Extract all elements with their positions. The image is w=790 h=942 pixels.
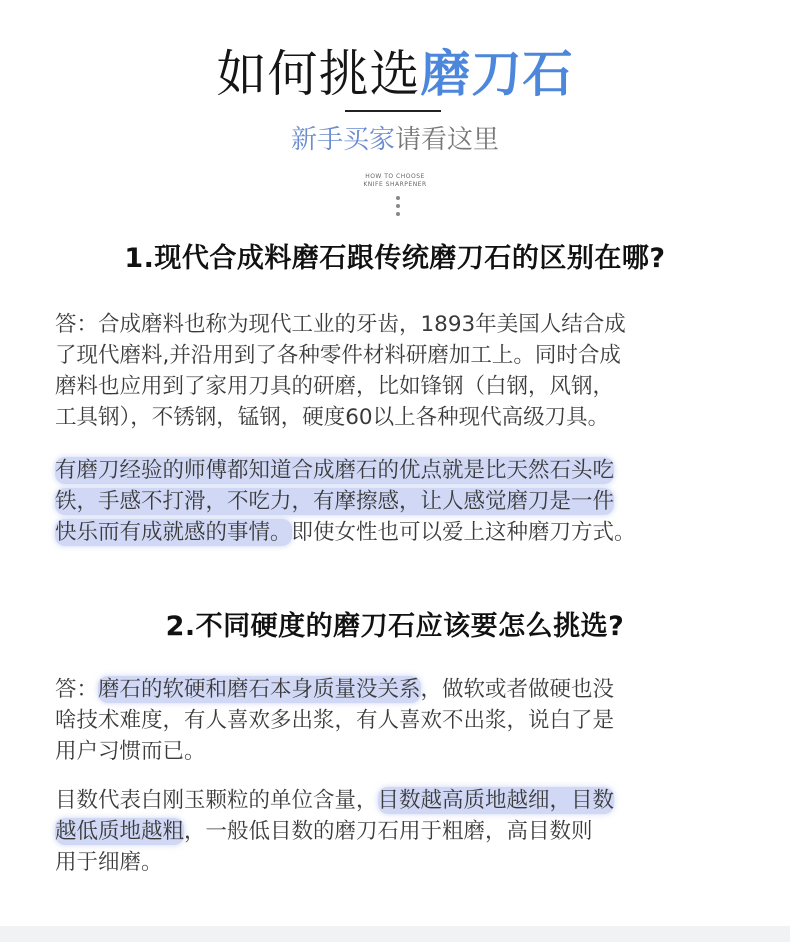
section2-grit-explanation bbox=[55, 785, 745, 878]
section1-answer bbox=[55, 309, 745, 433]
decorative-dot bbox=[396, 212, 400, 216]
page-title bbox=[0, 44, 790, 104]
highlighted-text: 磨石的软硬和磨石本身质量没关系 bbox=[98, 677, 421, 702]
footer-band bbox=[0, 926, 790, 942]
subtitle-gray-part: 请看这里 bbox=[395, 125, 500, 155]
text-line: 啥技术难度，有人喜欢多出浆，有人喜欢不出浆，说白了是 bbox=[55, 708, 615, 733]
decorative-dot bbox=[396, 204, 400, 208]
english-caption-line2: KNIFE SHARPENER bbox=[363, 181, 427, 188]
highlighted-text: 有磨刀经验的师傅都知道合成磨石的优点就是比天然石头吃 bbox=[55, 458, 615, 483]
title-blue-part: 磨刀石 bbox=[420, 45, 574, 103]
title-dark-part: 如何挑选 bbox=[216, 45, 421, 103]
highlighted-text: 铁，手感不打滑，不吃力，有摩擦感，让人感觉磨刀是一件 bbox=[55, 489, 615, 514]
highlighted-text: 快乐而有成就感的事情。 bbox=[55, 520, 292, 545]
text-line: 答：合成磨料也称为现代工业的牙齿，1893年美国人结合成 bbox=[55, 312, 626, 337]
subtitle-blue-part: 新手买家 bbox=[290, 125, 395, 155]
text-line: 目数代表白刚玉颗粒的单位含量， bbox=[55, 788, 378, 813]
text-line: 工具钢），不锈钢，锰钢，硬度60以上各种现代高级刀具。 bbox=[55, 405, 610, 430]
text-line: 了现代磨料,并沿用到了各种零件材料研磨加工上。同时合成 bbox=[55, 343, 621, 368]
answer-prefix: 答： bbox=[55, 677, 99, 702]
english-caption-line1: HOW TO CHOOSE bbox=[365, 173, 425, 180]
subtitle bbox=[0, 124, 790, 156]
section2-heading: 2.不同硬度的磨刀石应该要怎么挑选? bbox=[165, 611, 625, 642]
section1-experience bbox=[55, 455, 745, 548]
highlighted-text: 越低质地越粗 bbox=[55, 819, 185, 844]
text-line: ，一般低目数的磨刀石用于粗磨，高目数则 bbox=[184, 819, 593, 844]
decorative-dot bbox=[396, 196, 400, 200]
text-line: 磨料也应用到了家用刀具的研磨，比如锋钢（白钢，风钢， bbox=[55, 374, 615, 399]
section2-answer bbox=[55, 674, 745, 767]
text-line: 用户习惯而已。 bbox=[55, 739, 206, 764]
text-line: ，做软或者做硬也没 bbox=[420, 677, 615, 702]
section1-heading: 1.现代合成料磨石跟传统磨刀石的区别在哪? bbox=[124, 243, 666, 274]
text-line: 用于细磨。 bbox=[55, 850, 163, 875]
title-underline bbox=[345, 110, 441, 112]
highlighted-text: 目数越高质地越细，目数 bbox=[377, 788, 615, 813]
text-line: 即使女性也可以爱上这种磨刀方式。 bbox=[291, 520, 636, 545]
